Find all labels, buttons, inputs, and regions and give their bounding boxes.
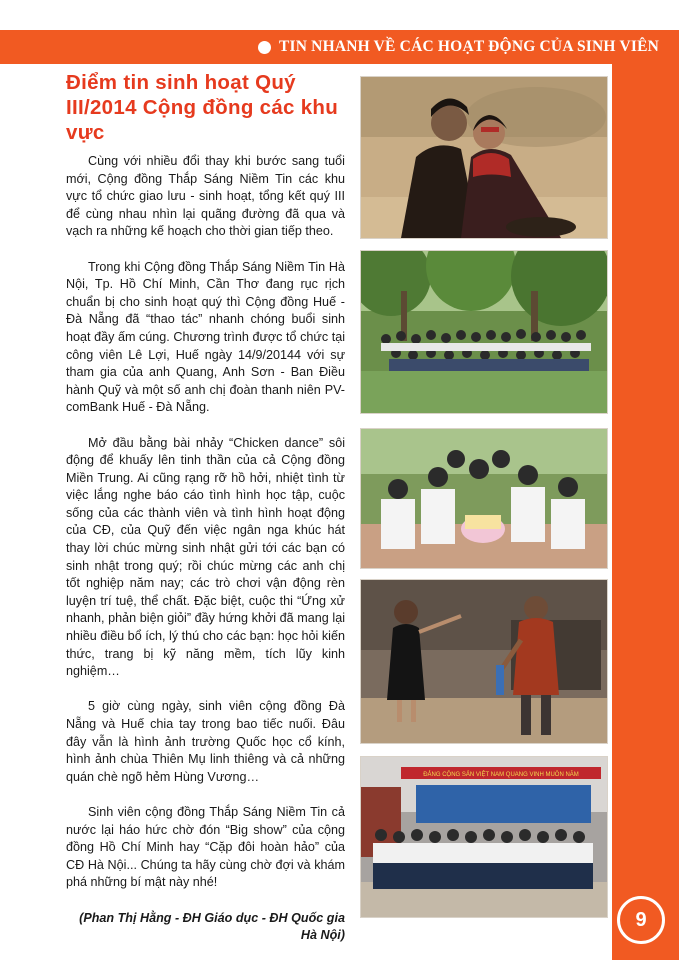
photo-event-hall <box>360 756 608 918</box>
article-signature: (Phan Thị Hằng - ĐH Giáo dục - ĐH Quốc gia Hà Nội) <box>79 910 345 943</box>
article-paragraph-2: Trong khi Cộng đồng Thắp Sáng Niềm Tin Hà Nội, Tp. Hồ Chí Minh, Cần Thơ đang rục rịch chuẩn bị cho sinh hoạt quý thì Cộng đồng Huế - Đà Nẵng đã “thao tác” nhanh chóng buổi sinh hoạt đầy ấm cúng. Chương trình được tổ chức tại công viên Lê Lợi, Huế ngày 14/9/20144 với sự tham gia của anh Quang, Anh Sơn - Ban Điều hành Quỹ và một số anh chị đoàn thanh niên PV-comBank Huế - Đà Nẵng. <box>66 259 345 415</box>
photo-stage-performers <box>360 579 608 744</box>
section-header <box>258 30 659 64</box>
header-band <box>0 30 679 64</box>
side-accent-bar <box>612 64 679 960</box>
section-header-text: TIN NHANH VỀ CÁC HOẠT ĐỘNG CỦA SINH VIÊN <box>278 38 659 55</box>
article-paragraph-1: Cùng với nhiều đổi thay khi bước sang tuổi mới, Cộng đồng Thắp Sáng Niềm Tin các khu vực tổ chức giao lưu - sinh hoạt, tổng kết quý III để cùng nhau nhìn lại quãng đường đã qua và vạch ra những kế hoạch cho thời gian tiếp theo. <box>66 154 345 239</box>
hall-banner-text: ĐẢNG CỘNG SẢN VIỆT NAM QUANG VINH MUÔN NĂM <box>423 772 579 778</box>
article-paragraph-5: Sinh viên cộng đồng Thắp Sáng Niềm Tin cả nước lại háo hức chờ đón “Big show” của cộng đồng Hồ Chí Minh hay “Cặp đôi hoàn hảo” của CĐ Hà Nội... Chúng ta hãy cùng chờ đợi và khám phá những bí mật này nhé! <box>66 804 345 890</box>
photo-birthday-group <box>360 428 608 569</box>
photo-couple <box>360 76 608 239</box>
bullet-circle-icon <box>258 41 271 54</box>
page-number-badge: 9 <box>617 896 665 944</box>
article-paragraph-4: 5 giờ cùng ngày, sinh viên cộng đồng Đà Nẵng và Huế chia tay trong bao tiếc nuối. Đâu đây vẫn là hình ảnh trường Quốc học cổ kính, hình ảnh chùa Thiên Mụ linh thiêng và cả những quán chè ngõ hẻm Hùng Vương… <box>66 699 345 784</box>
photo-group-park <box>360 250 608 414</box>
article-paragraph-3: Mở đầu bằng bài nhảy “Chicken dance” sôi động để khuấy lên tinh thần của cả Cộng đồng Miền Trung. Ai cũng rạng rỡ hồ hởi, nhiệt tình từ việc lắng nghe báo cáo tình hình học tập, cuộc sống của các thành viên và tình hình hoạt động của CĐ, của Quỹ đến việc ngân nga khúc hát thay lời chúc mừng sinh nhật gửi tới các bạn có sinh nhật trong quý; rồi chúc mừng các anh chị tốt nghiệp năm nay; các trò chơi vận động rèn luyện trí tuệ, thể chất. Đặc biệt, cuộc thi “Ứng xử nhanh, phản biện giỏi” đầy hứng khởi đã mang lại nhiều điều bổ ích, lý thú cho các bạn: học hỏi kiến thức, trang bị kỹ năng mềm, tích lũy kinh nghiệm… <box>66 435 345 679</box>
article-title: Điểm tin sinh hoạt Quý III/2014 Cộng đồng các khu vực <box>66 71 339 144</box>
article <box>66 70 345 945</box>
